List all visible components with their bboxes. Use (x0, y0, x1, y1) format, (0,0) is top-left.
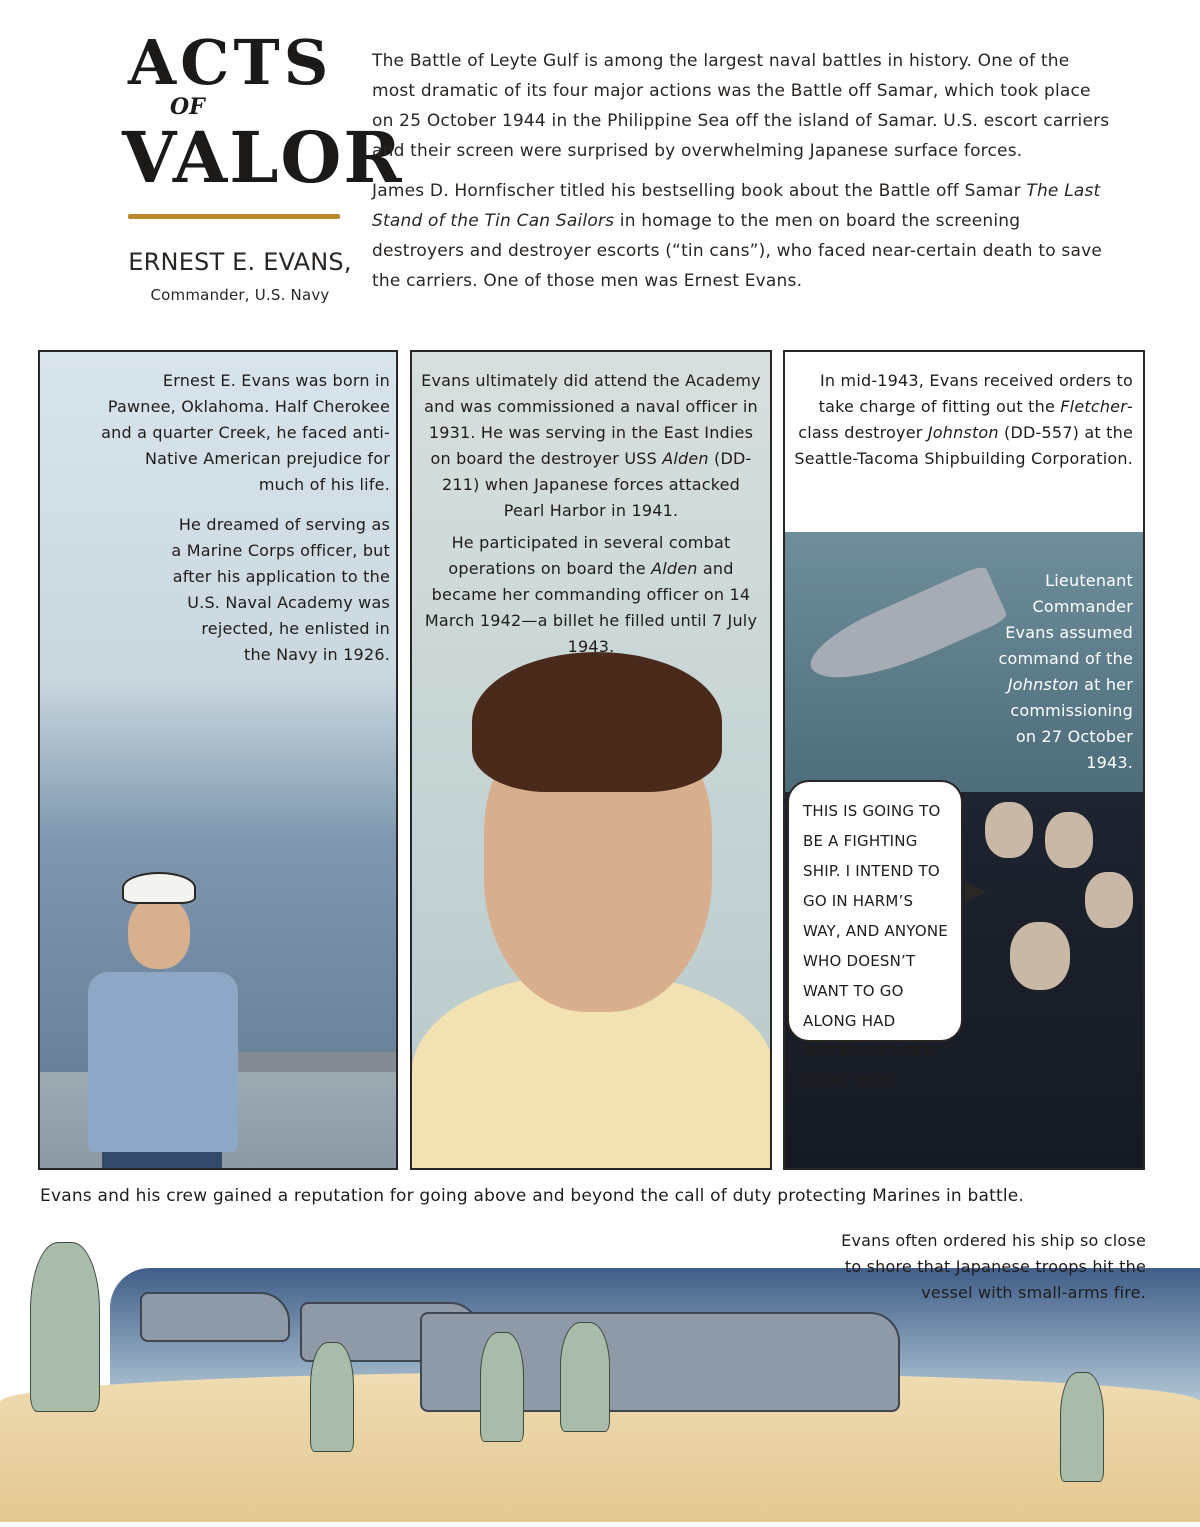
panel-2-caption-2 (420, 530, 762, 660)
intro-p2-text: James D. Hornfischer titled his bestselling book about the Battle off Samar (372, 181, 1027, 201)
panel-2-c2-text: He participated in several combat operations on board the (448, 533, 731, 578)
panel-3-caption-2 (985, 568, 1133, 776)
speech-bubble-tail (965, 882, 987, 902)
panel-3-c1-mid: -class destroyer (798, 397, 1133, 442)
sailor-face (128, 897, 190, 969)
marine-soldier-illustration (560, 1322, 610, 1432)
officer-face (1085, 872, 1133, 928)
book-title: The Last Stand of the Tin Can Sailors (372, 181, 1101, 231)
bottom-caption: Evans often ordered his ship so close to shore that Japanese troops hit the vessel with small-arms fire. (841, 1231, 1146, 1302)
panel-3-caption (791, 368, 1133, 478)
panel-3-caption-1 (791, 368, 1133, 472)
panel-1-caption (100, 368, 390, 504)
subject-name: ERNEST E. EVANS, (128, 248, 352, 276)
marine-soldier-illustration (480, 1332, 524, 1442)
panel-2-c1-text-end: (DD-211) when Japanese forces attacked Pearl Harbor in 1941. (441, 449, 752, 520)
panel-2-caption (420, 368, 762, 666)
panel-3-c2-text-end: at her commissioning on 27 October 1943. (1010, 675, 1133, 772)
fletcher-class-name: Fletcher (1060, 397, 1128, 416)
comic-panel-3 (783, 350, 1145, 1170)
subject-rank: Commander, U.S. Navy (150, 286, 330, 304)
officer-face (1045, 812, 1093, 868)
landing-craft-illustration (140, 1292, 290, 1342)
sailor-cap (122, 872, 196, 904)
marine-soldier-illustration (310, 1342, 354, 1452)
ship-name-johnston: Johnston (927, 423, 999, 442)
panel-3-c1-text: In mid-1943, Evans received orders to take charge of fitting out the (818, 371, 1133, 416)
panel-1-caption-2: He dreamed of serving as a Marine Corps officer, but after his application to the U.S. Naval Academy was rejected, he enlisted in the Navy in 1926. (171, 515, 390, 664)
panel-2-c2-text-end: and became her commanding officer on 14 March 1942—a billet he filled until 7 July 1943. (424, 559, 758, 656)
panel-1-caption-b (170, 512, 390, 674)
panel-3-c1-text-end: (DD-557) at the Seattle-Tacoma Shipbuilding Corporation. (794, 423, 1133, 468)
evans-hair-illustration (472, 652, 722, 792)
panel-2-caption-1 (420, 368, 762, 524)
bottom-narration: Evans and his crew gained a reputation for going above and beyond the call of duty protecting Marines in battle. (40, 1186, 1025, 1206)
intro-p2-text-end: in homage to the men on board the screening destroyers and destroyer escorts (“tin cans”), who faced near-certain death to save the carriers. One of those men was Ernest Evans. (372, 211, 1103, 291)
speech-bubble-text: THIS IS GOING TO BE A FIGHTING SHIP. I INTEND TO GO IN HARM’S WAY, AND ANYONE WHO DOESN’T WANT TO GO ALONG HAD BETTER GET OFF RIGHT NOW. (803, 802, 948, 1090)
logo-underline (128, 214, 340, 219)
logo-word-of: OF (170, 94, 205, 120)
panel-1-caption-1: Ernest E. Evans was born in Pawnee, Oklahoma. Half Cherokee and a quarter Creek, he faced anti-Native American prejudice for much of his life. (101, 371, 390, 494)
sailor-trousers (102, 1152, 222, 1170)
panel-3-c2-text: Lieutenant Commander Evans assumed command of the (998, 571, 1133, 668)
ship-name-alden: Alden (662, 449, 709, 468)
marine-soldier-illustration (30, 1242, 100, 1412)
logo-word-valor: VALOR (122, 116, 404, 199)
officer-face (985, 802, 1033, 858)
ship-name-alden-2: Alden (651, 559, 698, 578)
marine-soldier-illustration (1060, 1372, 1104, 1482)
intro-text (372, 46, 1112, 306)
comic-panel-2 (410, 350, 772, 1170)
panel-3-caption-b (985, 568, 1133, 782)
speech-bubble (787, 780, 963, 1090)
panel-2-c1-text: Evans ultimately did attend the Academy and was commissioned a naval officer in 1931. He was serving in the East Indies on board the destroyer USS (421, 371, 761, 468)
logo-word-acts: ACTS (128, 26, 333, 99)
comic-panel-1 (38, 350, 398, 1170)
ship-name-johnston-2: Johnston (1007, 675, 1079, 694)
sailor-illustration (88, 972, 238, 1152)
acts-of-valor-logo (118, 26, 404, 228)
intro-paragraph-1: The Battle of Leyte Gulf is among the largest naval battles in history. One of the most dramatic of its four major actions was the Battle off Samar, which took place on 25 October 1944 in the Philippine Sea off the island of Samar. U.S. escort carriers and their screen were surprised by overwhelming Japanese surface forces. (372, 51, 1110, 161)
intro-paragraph-2 (372, 176, 1112, 296)
evans-face (1010, 922, 1070, 990)
